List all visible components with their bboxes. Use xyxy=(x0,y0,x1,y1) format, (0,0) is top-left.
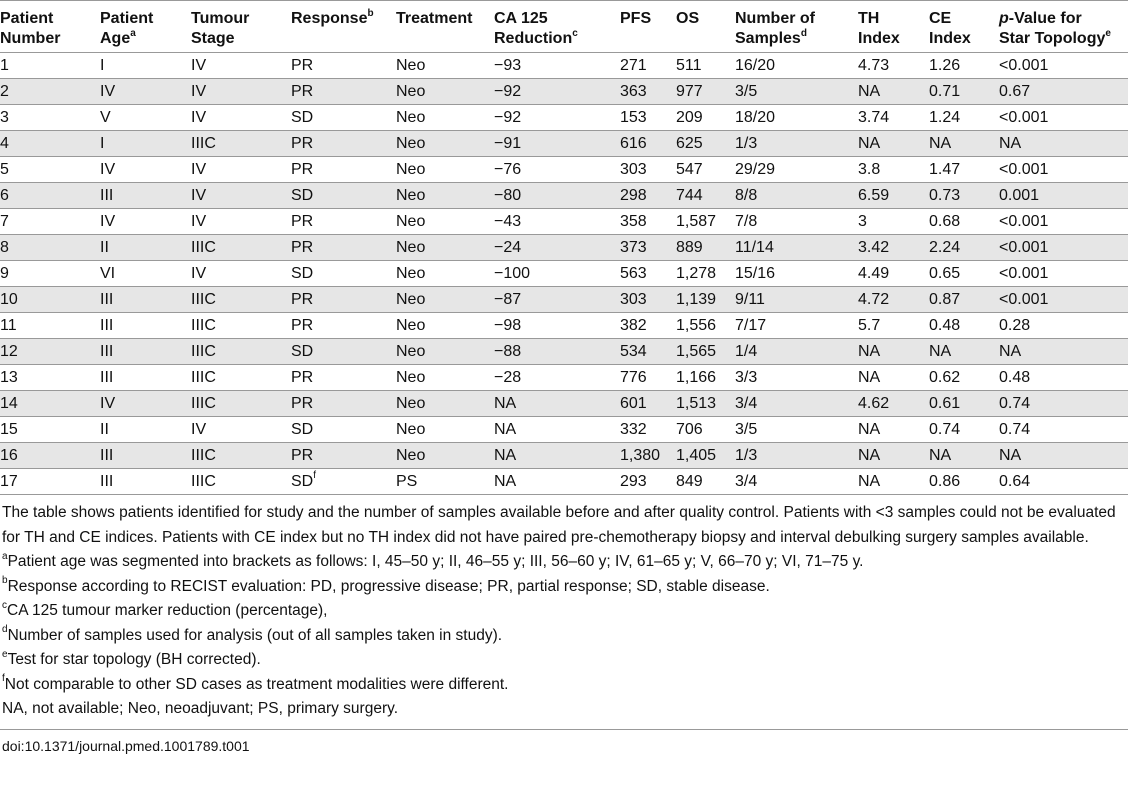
doi-link[interactable]: doi:10.1371/journal.pmed.1001789.t001 xyxy=(2,737,250,754)
cell-tumour-stage: IV xyxy=(191,212,207,230)
cell-response: SD xyxy=(291,264,314,282)
table-row xyxy=(0,313,1128,339)
cell-os: 1,587 xyxy=(676,212,717,230)
cell-ce-index: 1.24 xyxy=(929,108,961,126)
cell-number-of-samples: 16/20 xyxy=(735,56,776,74)
cell-response: SD xyxy=(291,186,314,204)
header-th-index: TH Index xyxy=(858,10,900,47)
cell-patient-age: III xyxy=(100,342,114,360)
cell-patient-age: III xyxy=(100,368,114,386)
cell-pfs: 373 xyxy=(620,238,647,256)
cell-number-of-samples: 7/17 xyxy=(735,316,767,334)
cell-response: PR xyxy=(291,56,314,74)
cell-treatment: Neo xyxy=(396,342,426,360)
cell-pfs: 298 xyxy=(620,186,647,204)
header-ce-index: CE Index xyxy=(929,10,971,47)
cell-pfs: 563 xyxy=(620,264,647,282)
cell-th-index: 4.62 xyxy=(858,394,890,412)
cell-os: 744 xyxy=(676,186,703,204)
cell-th-index: 4.49 xyxy=(858,264,890,282)
footnote-b: $^b$Response according to RECIST evaluation: PD, progressive disease; PR, partial response; SD, stable disease. xyxy=(2,575,770,595)
cell-patient-number: 9 xyxy=(0,264,9,282)
cell-treatment: Neo xyxy=(396,56,426,74)
cell-tumour-stage: IIIC xyxy=(191,316,216,334)
cell-patient-age: I xyxy=(100,134,105,152)
cell-treatment: Neo xyxy=(396,108,426,126)
cell-ca125-reduction: −24 xyxy=(494,238,522,256)
cell-patient-age: IV xyxy=(100,82,116,100)
footnote-e: $^e$Test for star topology (BH corrected). xyxy=(2,648,261,668)
cell-ce-index: 0.73 xyxy=(929,186,961,204)
cell-ce-index: 0.71 xyxy=(929,82,961,100)
table-row xyxy=(0,365,1128,391)
cell-tumour-stage: IV xyxy=(191,56,207,74)
cell-th-index: 6.59 xyxy=(858,186,890,204)
cell-ca125-reduction: −88 xyxy=(494,342,522,360)
cell-patient-age: IV xyxy=(100,394,116,412)
cell-ce-index: NA xyxy=(929,446,952,464)
cell-pfs: 382 xyxy=(620,316,647,334)
cell-os: 511 xyxy=(676,56,702,74)
cell-th-index: 3.42 xyxy=(858,238,890,256)
header-patient-number: Patient Number xyxy=(0,10,61,47)
cell-response: PR xyxy=(291,394,314,412)
cell-patient-number: 13 xyxy=(0,368,18,386)
cell-patient-age: III xyxy=(100,316,114,334)
cell-tumour-stage: IV xyxy=(191,82,207,100)
cell-pfs: 601 xyxy=(620,394,647,412)
cell-treatment: Neo xyxy=(396,368,426,386)
cell-treatment: Neo xyxy=(396,238,426,256)
table-row xyxy=(0,391,1128,417)
cell-ce-index: 2.24 xyxy=(929,238,961,256)
cell-number-of-samples: 1/3 xyxy=(735,134,758,152)
cell-th-index: NA xyxy=(858,82,881,100)
header-treatment: Treatment xyxy=(396,10,473,27)
cell-treatment: Neo xyxy=(396,186,426,204)
cell-th-index: 3.8 xyxy=(858,160,881,178)
cell-ca125-reduction: NA xyxy=(494,472,517,490)
cell-number-of-samples: 3/4 xyxy=(735,472,758,490)
cell-patient-age: VI xyxy=(100,264,116,282)
cell-pfs: 534 xyxy=(620,342,647,360)
cell-tumour-stage: IIIC xyxy=(191,238,216,256)
cell-ce-index: NA xyxy=(929,134,952,152)
cell-tumour-stage: IIIC xyxy=(191,368,216,386)
cell-ca125-reduction: −93 xyxy=(494,56,522,74)
cell-treatment: Neo xyxy=(396,316,426,334)
cell-patient-age: III xyxy=(100,290,114,308)
cell-ca125-reduction: −76 xyxy=(494,160,522,178)
cell-number-of-samples: 11/14 xyxy=(735,238,774,256)
cell-ca125-reduction: −100 xyxy=(494,264,531,282)
cell-patient-number: 12 xyxy=(0,342,18,360)
cell-ce-index: 0.61 xyxy=(929,394,961,412)
cell-treatment: Neo xyxy=(396,290,426,308)
cell-number-of-samples: 18/20 xyxy=(735,108,776,126)
cell-patient-number: 7 xyxy=(0,212,9,230)
cell-patient-number: 5 xyxy=(0,160,9,178)
cell-tumour-stage: IIIC xyxy=(191,394,216,412)
cell-pfs: 293 xyxy=(620,472,647,490)
cell-p-value: 0.64 xyxy=(999,472,1031,490)
cell-number-of-samples: 1/3 xyxy=(735,446,758,464)
cell-ca125-reduction: −28 xyxy=(494,368,522,386)
cell-os: 1,278 xyxy=(676,264,717,282)
cell-patient-number: 17 xyxy=(0,472,18,490)
cell-th-index: 5.7 xyxy=(858,316,881,334)
cell-response: PR xyxy=(291,368,314,386)
cell-patient-age: IV xyxy=(100,160,116,178)
header-patient-age: Patient Age$^a$ xyxy=(100,10,154,47)
cell-tumour-stage: IIIC xyxy=(191,342,216,360)
cell-th-index: NA xyxy=(858,420,881,438)
cell-tumour-stage: IV xyxy=(191,160,207,178)
cell-response: PR xyxy=(291,238,314,256)
cell-tumour-stage: IIIC xyxy=(191,290,216,308)
cell-ce-index: 0.86 xyxy=(929,472,961,490)
cell-response: PR xyxy=(291,446,314,464)
header-p-value: p-Value for Star Topology$^e$ xyxy=(999,10,1111,47)
cell-p-value: <0.001 xyxy=(999,264,1049,282)
table-notes xyxy=(0,495,1128,722)
cell-th-index: NA xyxy=(858,446,881,464)
cell-patient-number: 8 xyxy=(0,238,9,256)
cell-number-of-samples: 7/8 xyxy=(735,212,758,230)
cell-patient-number: 1 xyxy=(0,56,9,74)
cell-treatment: Neo xyxy=(396,446,426,464)
table-row xyxy=(0,469,1128,495)
cell-p-value: <0.001 xyxy=(999,160,1049,178)
cell-number-of-samples: 3/5 xyxy=(735,82,758,100)
cell-th-index: 3 xyxy=(858,212,867,230)
cell-ce-index: 0.65 xyxy=(929,264,961,282)
cell-pfs: 363 xyxy=(620,82,647,100)
cell-patient-age: II xyxy=(100,420,109,438)
cell-p-value: 0.74 xyxy=(999,394,1031,412)
cell-response: SD xyxy=(291,342,314,360)
header-response: Response$^b$ xyxy=(291,7,374,27)
cell-os: 977 xyxy=(676,82,703,100)
cell-os: 209 xyxy=(676,108,703,126)
cell-response: PR xyxy=(291,134,314,152)
cell-patient-age: III xyxy=(100,186,114,204)
cell-treatment: Neo xyxy=(396,134,426,152)
cell-patient-number: 15 xyxy=(0,420,18,438)
cell-p-value: NA xyxy=(999,342,1022,360)
cell-patient-age: II xyxy=(100,238,109,256)
table-row xyxy=(0,79,1128,105)
cell-pfs: 616 xyxy=(620,134,647,152)
cell-p-value: <0.001 xyxy=(999,108,1049,126)
cell-tumour-stage: IIIC xyxy=(191,446,216,464)
cell-response: SD xyxy=(291,420,314,438)
cell-pfs: 358 xyxy=(620,212,647,230)
cell-tumour-stage: IV xyxy=(191,186,207,204)
table-row xyxy=(0,157,1128,183)
cell-pfs: 303 xyxy=(620,160,647,178)
cell-os: 1,556 xyxy=(676,316,717,334)
cell-p-value: 0.48 xyxy=(999,368,1031,386)
cell-ca125-reduction: −91 xyxy=(494,134,522,152)
cell-pfs: 776 xyxy=(620,368,647,386)
table-row xyxy=(0,183,1128,209)
cell-p-value: <0.001 xyxy=(999,290,1049,308)
cell-tumour-stage: IIIC xyxy=(191,472,216,490)
header-os: OS xyxy=(676,10,700,27)
cell-ca125-reduction: NA xyxy=(494,420,517,438)
cell-th-index: NA xyxy=(858,368,881,386)
cell-number-of-samples: 3/4 xyxy=(735,394,758,412)
cell-ce-index: 1.47 xyxy=(929,160,961,178)
cell-patient-number: 10 xyxy=(0,290,18,308)
cell-ca125-reduction: −98 xyxy=(494,316,522,334)
header-pfs: PFS xyxy=(620,10,652,27)
cell-ca125-reduction: NA xyxy=(494,394,517,412)
cell-response: $SD^f$ xyxy=(291,470,317,490)
cell-th-index: 3.74 xyxy=(858,108,890,126)
footnote-a: $^a$Patient age was segmented into brackets as follows: I, 45–50 y; II, 46–55 y; III, 56–60 y; IV, 61–65 y; V, 66–70 y; VI, 71–75 y. xyxy=(2,550,864,570)
cell-p-value: 0.67 xyxy=(999,82,1031,100)
cell-p-value: NA xyxy=(999,446,1022,464)
cell-tumour-stage: IV xyxy=(191,108,207,126)
cell-treatment: Neo xyxy=(396,264,426,282)
cell-patient-age: III xyxy=(100,472,114,490)
cell-response: PR xyxy=(291,212,314,230)
cell-ce-index: 0.62 xyxy=(929,368,961,386)
cell-os: 1,513 xyxy=(676,394,717,412)
footnote-f: $^f$Not comparable to other SD cases as treatment modalities were different. xyxy=(2,673,509,693)
cell-os: 1,139 xyxy=(676,290,717,308)
cell-th-index: 4.72 xyxy=(858,290,890,308)
header-ca125-reduction: CA 125 Reduction$^c$ xyxy=(494,10,578,47)
cell-response: PR xyxy=(291,290,314,308)
cell-response: PR xyxy=(291,82,314,100)
cell-os: 625 xyxy=(676,134,703,152)
cell-patient-number: 4 xyxy=(0,134,9,152)
cell-ce-index: 1.26 xyxy=(929,56,961,74)
cell-tumour-stage: IV xyxy=(191,420,207,438)
cell-tumour-stage: IIIC xyxy=(191,134,216,152)
table-row xyxy=(0,287,1128,313)
cell-number-of-samples: 15/16 xyxy=(735,264,776,282)
notes-main: The table shows patients identified for study and the number of samples available before and after quality control. Patients with <3 samples could not be evaluated for TH and CE indices. Patients with CE index but no TH index did not have paired pre-chemotherapy biopsy and interval debulking surgery samples available. xyxy=(2,504,1116,546)
table-row xyxy=(0,105,1128,131)
cell-treatment: Neo xyxy=(396,160,426,178)
header-number-of-samples: Number of Samples$^d$ xyxy=(735,10,815,47)
cell-th-index: NA xyxy=(858,342,881,360)
cell-pfs: 332 xyxy=(620,420,647,438)
notes-abbreviations: NA, not available; Neo, neoadjuvant; PS, primary surgery. xyxy=(2,700,399,717)
cell-patient-number: 14 xyxy=(0,394,18,412)
cell-os: 547 xyxy=(676,160,703,178)
cell-pfs: 153 xyxy=(620,108,647,126)
cell-p-value: 0.001 xyxy=(999,186,1040,204)
cell-th-index: NA xyxy=(858,472,881,490)
cell-response: PR xyxy=(291,160,314,178)
cell-patient-number: 11 xyxy=(0,316,17,334)
cell-patient-number: 16 xyxy=(0,446,18,464)
cell-os: 1,405 xyxy=(676,446,717,464)
table-row xyxy=(0,443,1128,469)
cell-patient-age: III xyxy=(100,446,114,464)
cell-th-index: NA xyxy=(858,134,881,152)
cell-pfs: 1,380 xyxy=(620,446,661,464)
cell-ca125-reduction: −80 xyxy=(494,186,522,204)
cell-number-of-samples: 3/5 xyxy=(735,420,758,438)
cell-patient-number: 6 xyxy=(0,186,9,204)
cell-os: 889 xyxy=(676,238,703,256)
cell-treatment: Neo xyxy=(396,420,426,438)
cell-number-of-samples: 3/3 xyxy=(735,368,758,386)
cell-ce-index: 0.74 xyxy=(929,420,961,438)
cell-patient-age: I xyxy=(100,56,105,74)
cell-ce-index: 0.87 xyxy=(929,290,961,308)
table-body xyxy=(0,53,1128,495)
table-row xyxy=(0,235,1128,261)
cell-patient-age: V xyxy=(100,108,111,126)
cell-p-value: NA xyxy=(999,134,1022,152)
table-header-row xyxy=(0,1,1128,53)
cell-treatment: Neo xyxy=(396,394,426,412)
cell-ca125-reduction: NA xyxy=(494,446,517,464)
cell-p-value: 0.74 xyxy=(999,420,1031,438)
cell-pfs: 271 xyxy=(620,56,647,74)
cell-ca125-reduction: −92 xyxy=(494,82,522,100)
cell-th-index: 4.73 xyxy=(858,56,890,74)
cell-number-of-samples: 1/4 xyxy=(735,342,758,360)
cell-p-value: <0.001 xyxy=(999,238,1049,256)
cell-treatment: Neo xyxy=(396,212,426,230)
cell-response: PR xyxy=(291,316,314,334)
cell-p-value: <0.001 xyxy=(999,56,1049,74)
table-row xyxy=(0,53,1128,79)
footnote-c: $^c$CA 125 tumour marker reduction (percentage), xyxy=(2,599,328,619)
cell-ce-index: NA xyxy=(929,342,952,360)
cell-os: 706 xyxy=(676,420,703,438)
cell-number-of-samples: 9/11 xyxy=(735,290,765,308)
cell-os: 1,565 xyxy=(676,342,717,360)
cell-ca125-reduction: −43 xyxy=(494,212,522,230)
cell-pfs: 303 xyxy=(620,290,647,308)
table-row xyxy=(0,339,1128,365)
cell-response: SD xyxy=(291,108,314,126)
cell-patient-number: 3 xyxy=(0,108,9,126)
cell-number-of-samples: 8/8 xyxy=(735,186,758,204)
cell-p-value: <0.001 xyxy=(999,212,1049,230)
table-row xyxy=(0,417,1128,443)
cell-ca125-reduction: −92 xyxy=(494,108,522,126)
cell-treatment: Neo xyxy=(396,82,426,100)
cell-number-of-samples: 29/29 xyxy=(735,160,776,178)
table-row xyxy=(0,209,1128,235)
cell-ce-index: 0.48 xyxy=(929,316,961,334)
footnote-d: $^d$Number of samples used for analysis (out of all samples taken in study). xyxy=(2,624,503,644)
cell-patient-number: 2 xyxy=(0,82,9,100)
header-tumour-stage: Tumour Stage xyxy=(191,10,250,47)
cell-p-value: 0.28 xyxy=(999,316,1031,334)
table-row xyxy=(0,261,1128,287)
cell-ca125-reduction: −87 xyxy=(494,290,522,308)
cell-os: 849 xyxy=(676,472,703,490)
cell-os: 1,166 xyxy=(676,368,717,386)
table-row xyxy=(0,131,1128,157)
cell-tumour-stage: IV xyxy=(191,264,207,282)
cell-patient-age: IV xyxy=(100,212,116,230)
cell-treatment: PS xyxy=(396,472,418,490)
cell-ce-index: 0.68 xyxy=(929,212,961,230)
